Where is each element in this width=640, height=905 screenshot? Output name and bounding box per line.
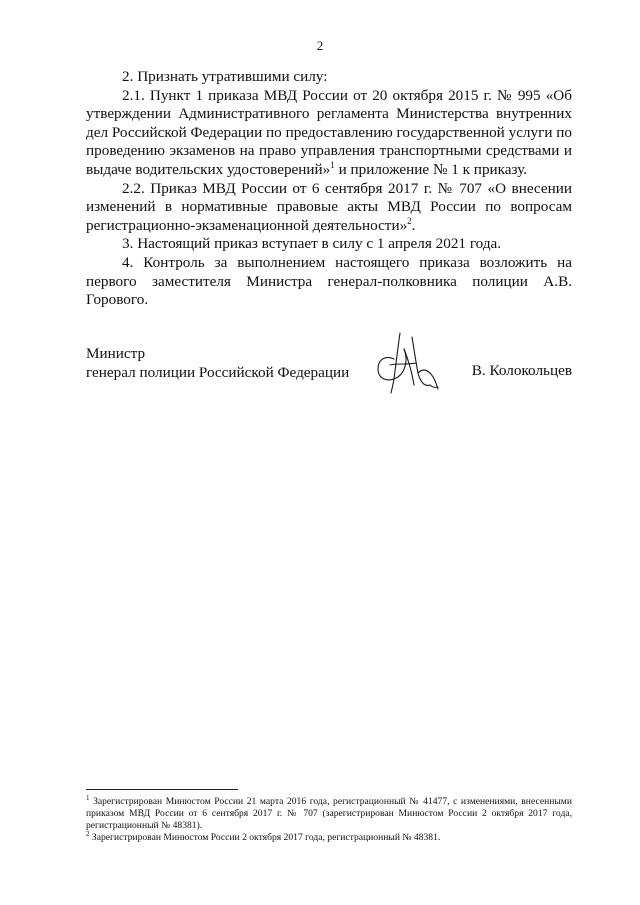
footnote-1-marker: 1 [86, 793, 90, 802]
signatory-name: В. Колокольцев [471, 362, 572, 379]
footnote-ref-2: 2 [407, 215, 412, 226]
paragraph-2-2-tail: . [411, 216, 416, 234]
page-number: 2 [316, 38, 324, 53]
paragraph-2-text: 2. Признать утратившими силу: [122, 68, 328, 85]
signatory-title-line-1: Министр [86, 345, 146, 362]
paragraph-4 [86, 254, 572, 310]
paragraph-2-1-text: 2.1. Пункт 1 приказа МВД России от 20 октября 2015 г. № 995 «Об утверждении Административного регламента Министерства внутренних дел Российской Федерации по предоставлению государственной услуги по проведению экзаменов на право управления транспортными средствами и выдаче водительских удостоверений» [86, 86, 572, 178]
paragraph-2-1 [86, 87, 572, 180]
document-body [86, 68, 572, 310]
footnote-2 [86, 829, 572, 844]
footnote-2-marker: 2 [86, 829, 90, 838]
signature-block [86, 345, 572, 395]
footnote-divider [86, 789, 238, 790]
paragraph-2-1-tail: и приложение № 1 к приказу. [334, 160, 528, 178]
signatory-title [86, 345, 349, 382]
footnote-1-text: Зарегистрирован Минюстом России 21 марта 2016 года, регистрационный № 41477, с изменениями, внесенными приказом МВД России от 6 сентября 2017 г. № 707 (зарегистрирован Минюстом России 2 октября 2017 года, регистрационный № 48381). [86, 796, 572, 831]
paragraph-3-text: 3. Настоящий приказ вступает в силу с 1 апреля 2021 года. [122, 235, 502, 253]
paragraph-4-text: 4. Контроль за выполнением настоящего приказа возложить на первого заместителя Министра генерал-полковника полиции А.В. Горового. [86, 253, 572, 309]
paragraph-2-2-text: 2.2. Приказ МВД России от 6 сентября 2017 г. № 707 «О внесении изменений в нормативные правовые акты МВД России по вопросам регистрационно-экзаменационной деятельности» [86, 179, 572, 234]
footnote-2-text: Зарегистрирован Минюстом России 2 октября 2017 года, регистрационный № 48381. [89, 832, 441, 843]
paragraph-3 [86, 235, 572, 254]
signatory-title-line-2: генерал полиции Российской Федерации [86, 363, 350, 381]
footnote-ref-1: 1 [330, 159, 335, 170]
handwritten-signature [372, 329, 442, 397]
footnotes [86, 793, 572, 844]
paragraph-2 [86, 68, 572, 87]
paragraph-2-2 [86, 180, 572, 236]
footnote-1 [86, 793, 572, 832]
